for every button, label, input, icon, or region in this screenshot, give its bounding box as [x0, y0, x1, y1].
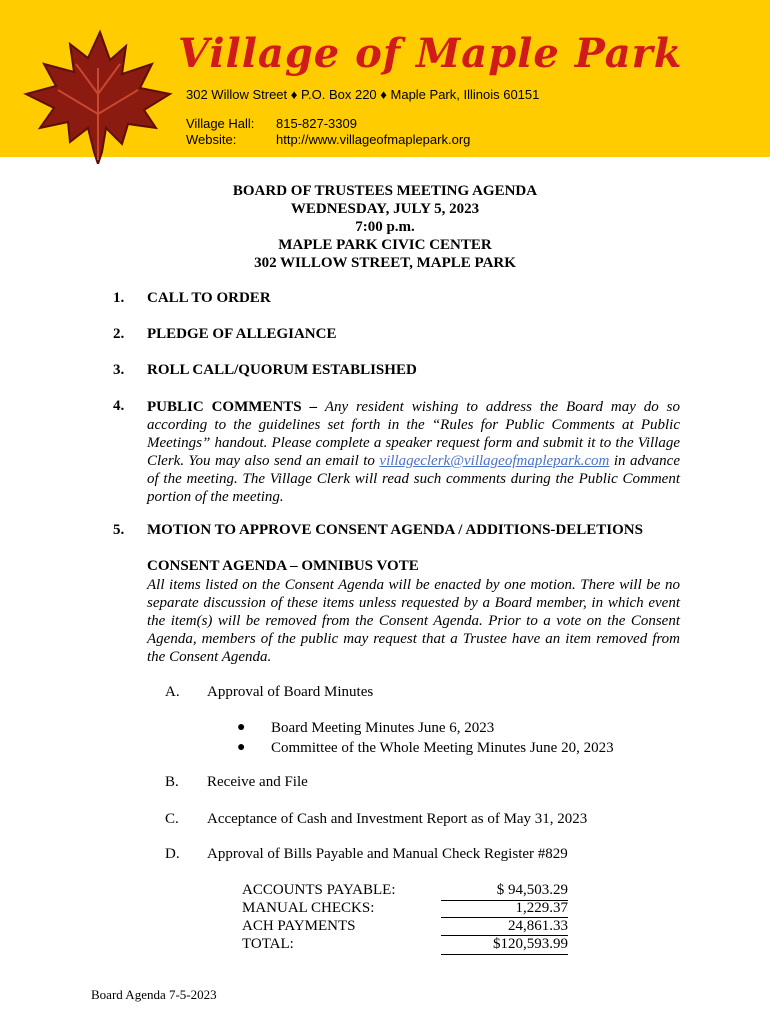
meeting-location: MAPLE PARK CIVIC CENTER [278, 237, 492, 253]
item-title-pledge: PLEDGE OF ALLEGIANCE [147, 326, 337, 342]
sub-item-letter: D. [165, 846, 180, 862]
website-label: Website: [186, 132, 237, 147]
sub-item-board-minutes: Approval of Board Minutes [207, 684, 374, 700]
minutes-list-item: Board Meeting Minutes June 6, 2023 [271, 720, 495, 736]
public-comments-text: Any resident wishing to address the Board may do so according to the guidelines set forth in the “Rules for Public Comments at Public Meetings” handout. Please complete a speaker request form and submit it to the Village Clerk. You may also send an email to [147, 399, 680, 469]
underline [441, 954, 568, 955]
bullet-icon: ● [237, 740, 246, 755]
consent-description-text: All items listed on the Consent Agenda will be enacted by one motion. There will be no separate discussion of these items unless requested by a Board member, in which event the item(s) will be removed from the Consent Agenda. Prior to a vote on the Consent Agenda, members of the public may request that a Trustee have an item removed from the Consent Agenda. [147, 577, 680, 665]
manual-checks-label: MANUAL CHECKS: [242, 900, 375, 916]
consent-agenda-description [147, 576, 680, 666]
header-banner [0, 0, 770, 157]
sub-item-letter: B. [165, 774, 179, 790]
consent-agenda-heading: CONSENT AGENDA – OMNIBUS VOTE [147, 558, 419, 574]
item-title-consent-motion: MOTION TO APPROVE CONSENT AGENDA / ADDITIONS-DELETIONS [147, 522, 643, 538]
sub-item-cash-report: Acceptance of Cash and Investment Report as of May 31, 2023 [207, 811, 588, 827]
ach-payments-label: ACH PAYMENTS [242, 918, 356, 934]
village-hall-phone: 815-827-3309 [276, 116, 357, 131]
sub-item-letter: A. [165, 684, 180, 700]
sub-item-receive-file: Receive and File [207, 774, 308, 790]
maple-leaf-icon [18, 24, 178, 164]
item-number: 5. [113, 522, 125, 538]
minutes-list-item: Committee of the Whole Meeting Minutes June 20, 2023 [271, 740, 614, 756]
sub-item-bills-payable: Approval of Bills Payable and Manual Check Register #829 [207, 846, 568, 862]
bullet-icon: ● [237, 720, 246, 735]
total-value: $120,593.99 [493, 936, 568, 952]
village-hall-label: Village Hall: [186, 116, 255, 131]
meeting-heading [0, 182, 770, 272]
meeting-title: BOARD OF TRUSTEES MEETING AGENDA [232, 183, 538, 199]
meeting-date: WEDNESDAY, JULY 5, 2023 [290, 201, 480, 217]
public-comments-text-end: in advance of the meeting. The Village Clerk will read such comments during the Public Comment portion of the meeting. [147, 453, 680, 505]
clerk-email-link[interactable]: villageclerk@villageofmaplepark.com [379, 453, 610, 469]
village-title: Village of Maple Park [178, 30, 683, 77]
village-address: 302 Willow Street ♦ P.O. Box 220 ♦ Maple Park, Illinois 60151 [186, 87, 540, 102]
accounts-payable-value: $ 94,503.29 [496, 882, 568, 898]
accounts-payable-label: ACCOUNTS PAYABLE: [242, 882, 396, 898]
total-label: TOTAL: [242, 936, 294, 952]
item-number: 1. [113, 290, 125, 306]
meeting-time: 7:00 p.m. [355, 219, 415, 235]
website-link[interactable]: http://www.villageofmaplepark.org [276, 132, 471, 147]
item-number: 3. [113, 362, 125, 378]
item-number: 4. [113, 398, 125, 414]
meeting-address: 302 WILLOW STREET, MAPLE PARK [254, 255, 516, 271]
item-title-roll-call: ROLL CALL/QUORUM ESTABLISHED [147, 362, 417, 378]
ach-payments-value: 24,861.33 [508, 918, 568, 934]
item-title-public-comments: PUBLIC COMMENTS – [147, 399, 317, 415]
public-comments-paragraph [147, 398, 680, 506]
item-title-call-to-order: CALL TO ORDER [147, 290, 271, 306]
item-number: 2. [113, 326, 125, 342]
sub-item-letter: C. [165, 811, 179, 827]
page-footer: Board Agenda 7-5-2023 [91, 987, 217, 1002]
manual-checks-value: 1,229.37 [515, 900, 568, 916]
